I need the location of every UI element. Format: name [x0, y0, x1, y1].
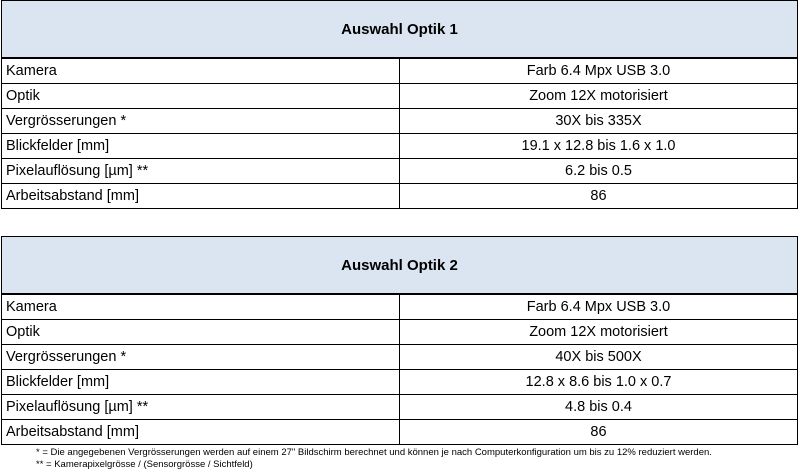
row-label-pixelaufloesung: Pixelauflösung [µm] **: [2, 395, 400, 420]
table-row: [2, 345, 798, 370]
row-label-vergroesserungen: Vergrösserungen *: [2, 345, 400, 370]
row-value-vergroesserungen: 30X bis 335X: [400, 109, 798, 134]
row-label-blickfelder: Blickfelder [mm]: [2, 370, 400, 395]
row-value-vergroesserungen: 40X bis 500X: [400, 345, 798, 370]
table-row: [2, 184, 798, 209]
row-value-optik: Zoom 12X motorisiert: [400, 84, 798, 109]
row-label-optik: Optik: [2, 84, 400, 109]
table-row: [2, 134, 798, 159]
row-label-kamera: Kamera: [2, 58, 400, 84]
table-row: [2, 109, 798, 134]
row-value-kamera: Farb 6.4 Mpx USB 3.0: [400, 58, 798, 84]
row-value-pixelaufloesung: 6.2 bis 0.5: [400, 159, 798, 184]
table-row: [2, 58, 798, 84]
row-value-optik: Zoom 12X motorisiert: [400, 320, 798, 345]
row-label-kamera: Kamera: [2, 294, 400, 320]
row-label-vergroesserungen: Vergrösserungen *: [2, 109, 400, 134]
row-value-arbeitsabstand: 86: [400, 184, 798, 209]
optik-1-table: [1, 0, 798, 209]
row-value-blickfelder: 19.1 x 12.8 bis 1.6 x 1.0: [400, 134, 798, 159]
table-row: [2, 294, 798, 320]
optik-2-title: Auswahl Optik 2: [2, 237, 798, 295]
table-row: [2, 395, 798, 420]
table-row: [2, 320, 798, 345]
footnotes: [36, 447, 712, 471]
row-label-blickfelder: Blickfelder [mm]: [2, 134, 400, 159]
row-label-optik: Optik: [2, 320, 400, 345]
row-value-pixelaufloesung: 4.8 bis 0.4: [400, 395, 798, 420]
row-value-arbeitsabstand: 86: [400, 420, 798, 445]
table-row: [2, 370, 798, 395]
row-value-blickfelder: 12.8 x 8.6 bis 1.0 x 0.7: [400, 370, 798, 395]
table-row: [2, 84, 798, 109]
optik-1-title: Auswahl Optik 1: [2, 1, 798, 59]
footnote-magnification: * = Die angegebenen Vergrösserungen werden auf einem 27" Bildschirm berechnet und können je nach Computerkonfiguration um bis zu 12% reduziert werden.: [36, 447, 712, 458]
optik-2-table: [1, 236, 798, 445]
row-value-kamera: Farb 6.4 Mpx USB 3.0: [400, 294, 798, 320]
table-row: [2, 159, 798, 184]
row-label-pixelaufloesung: Pixelauflösung [µm] **: [2, 159, 400, 184]
footnote-pixel-resolution: ** = Kamerapixelgrösse / (Sensorgrösse / Sichtfeld): [36, 459, 253, 470]
row-label-arbeitsabstand: Arbeitsabstand [mm]: [2, 420, 400, 445]
row-label-arbeitsabstand: Arbeitsabstand [mm]: [2, 184, 400, 209]
table-row: [2, 420, 798, 445]
